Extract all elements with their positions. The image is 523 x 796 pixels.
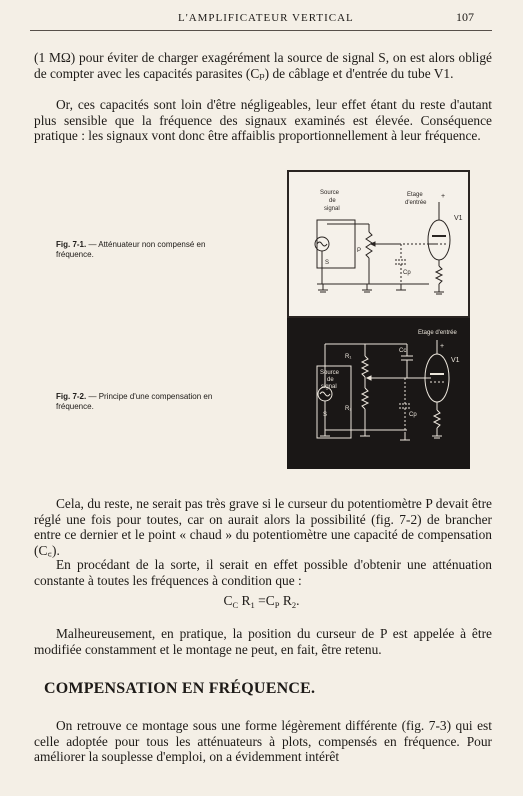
fig2-label-plus: + [440, 343, 445, 350]
fig1-label-p: P [357, 248, 362, 254]
fig1-label-plus: + [441, 193, 446, 200]
fig2-label-v1: V1 [451, 357, 460, 364]
fig2-label-cc: Cc [399, 348, 407, 354]
paragraph-5-text: Malheureusement, en pratique, la position du curseur de P est appelée à être modifiée constamment et le montage ne peut, en fait, être retenu. [34, 626, 492, 657]
fig1-label-v1: V1 [454, 215, 463, 222]
fig1-label-source: Source [320, 190, 340, 196]
fig2-resistor-r2 [362, 388, 368, 409]
fig1-label-cp: Cp [403, 270, 411, 276]
figure-7-2-schematic [287, 318, 470, 469]
header-rule [30, 30, 492, 31]
formula-r1-sub: 1 [250, 600, 255, 610]
fig1-potentiometer [366, 232, 372, 258]
formula-cc-sub: C [232, 600, 239, 610]
paragraph-5 [34, 626, 492, 657]
fig1-source-box [317, 220, 355, 268]
figure-7-1-label: Fig. 7-1. [56, 240, 87, 249]
fig2-label-r1: R₁ [345, 354, 352, 360]
paragraph-4-text: En procédant de la sorte, il serait en effet possible d'obtenir une atténuation constante à toutes les fréquences à condition que : [34, 557, 492, 588]
formula-r2: R [282, 593, 292, 608]
figure-7-2-caption [56, 392, 236, 412]
figure-7-2-caption-text: — Principe d'une compensation en fréquence. [56, 392, 213, 411]
fig2-label-signal: signal [321, 384, 337, 390]
section-heading: COMPENSATION EN FRÉQUENCE. [44, 680, 316, 697]
fig1-label-entree: d'entrée [405, 200, 427, 206]
paragraph-4 [34, 557, 492, 588]
fig2-label-etage: Etage d'entrée [418, 330, 457, 336]
fig1-label-s: S [325, 260, 330, 266]
fig2-label-r2: R₂ [345, 406, 352, 412]
formula-end: . [296, 593, 300, 608]
paragraph-2 [34, 97, 492, 144]
paragraph-3-text: Cela, du reste, ne serait pas très grave si le curseur du potentiomètre P devait être réglé une fois pour toutes, car on aurait alors la possibilité (fig. 7-2) de brancher entre ce dernier et le point « chaud » du potentiomètre une capacité de compensation (C꜀). [34, 496, 492, 559]
figure-7-2-label: Fig. 7-2. [56, 392, 87, 401]
formula-cc: C [223, 593, 233, 608]
figure-7-1-diagram [289, 172, 468, 316]
figure-7-1-caption [56, 240, 236, 260]
fig2-source-box [317, 366, 351, 438]
figure-7-1-caption-text: — Atténuateur non compensé en fréquence. [56, 240, 206, 259]
formula-cp-sub: P [274, 600, 280, 610]
fig1-label-etage: Etage [407, 192, 423, 198]
paragraph-1-text: (1 MΩ) pour éviter de charger exagérément la source de signal S, on est alors obligé de compter avec les capacités parasites (Cₚ) de câblage et d'entrée du tube V1. [34, 50, 492, 81]
compensation-formula [0, 593, 523, 610]
paragraph-3 [34, 496, 492, 559]
fig2-resistor-r1 [362, 356, 368, 377]
paragraph-2-text: Or, ces capacités sont loin d'être négligeables, leur effet étant du reste d'autant plus sensible que la fréquence des signaux examinés est élevée. Conséquence pratique : les signaux vont donc être affaiblis proportionnellement à leur fréquence. [34, 97, 492, 144]
formula-r1: R [241, 593, 251, 608]
paragraph-6-text: On retrouve ce montage sous une forme légèrement différente (fig. 7-3) qui est celle adoptée pour tous les atténuateurs à plots, compensés en fréquence. Pour améliorer la souplesse d'emploi, on a évidemment intérêt [34, 718, 492, 765]
fig2-label-cp: Cp [409, 412, 417, 418]
paragraph-1 [34, 50, 492, 81]
formula-equals: = [258, 593, 266, 608]
figure-7-1-schematic [287, 170, 470, 318]
fig2-label-de: de [327, 377, 334, 383]
running-title: L'AMPLIFICATEUR VERTICAL [178, 12, 354, 24]
fig2-label-s: S [323, 412, 328, 418]
fig1-tube-v1 [428, 220, 450, 260]
figure-7-2-diagram [287, 318, 470, 469]
fig1-label-signal: signal [324, 206, 340, 212]
page-number: 107 [456, 10, 474, 24]
fig2-label-source: Source [320, 370, 340, 376]
formula-cp: C [265, 593, 275, 608]
paragraph-6 [34, 718, 492, 765]
fig1-label-de: de [329, 198, 336, 204]
formula-r2-sub: 2 [291, 600, 297, 610]
